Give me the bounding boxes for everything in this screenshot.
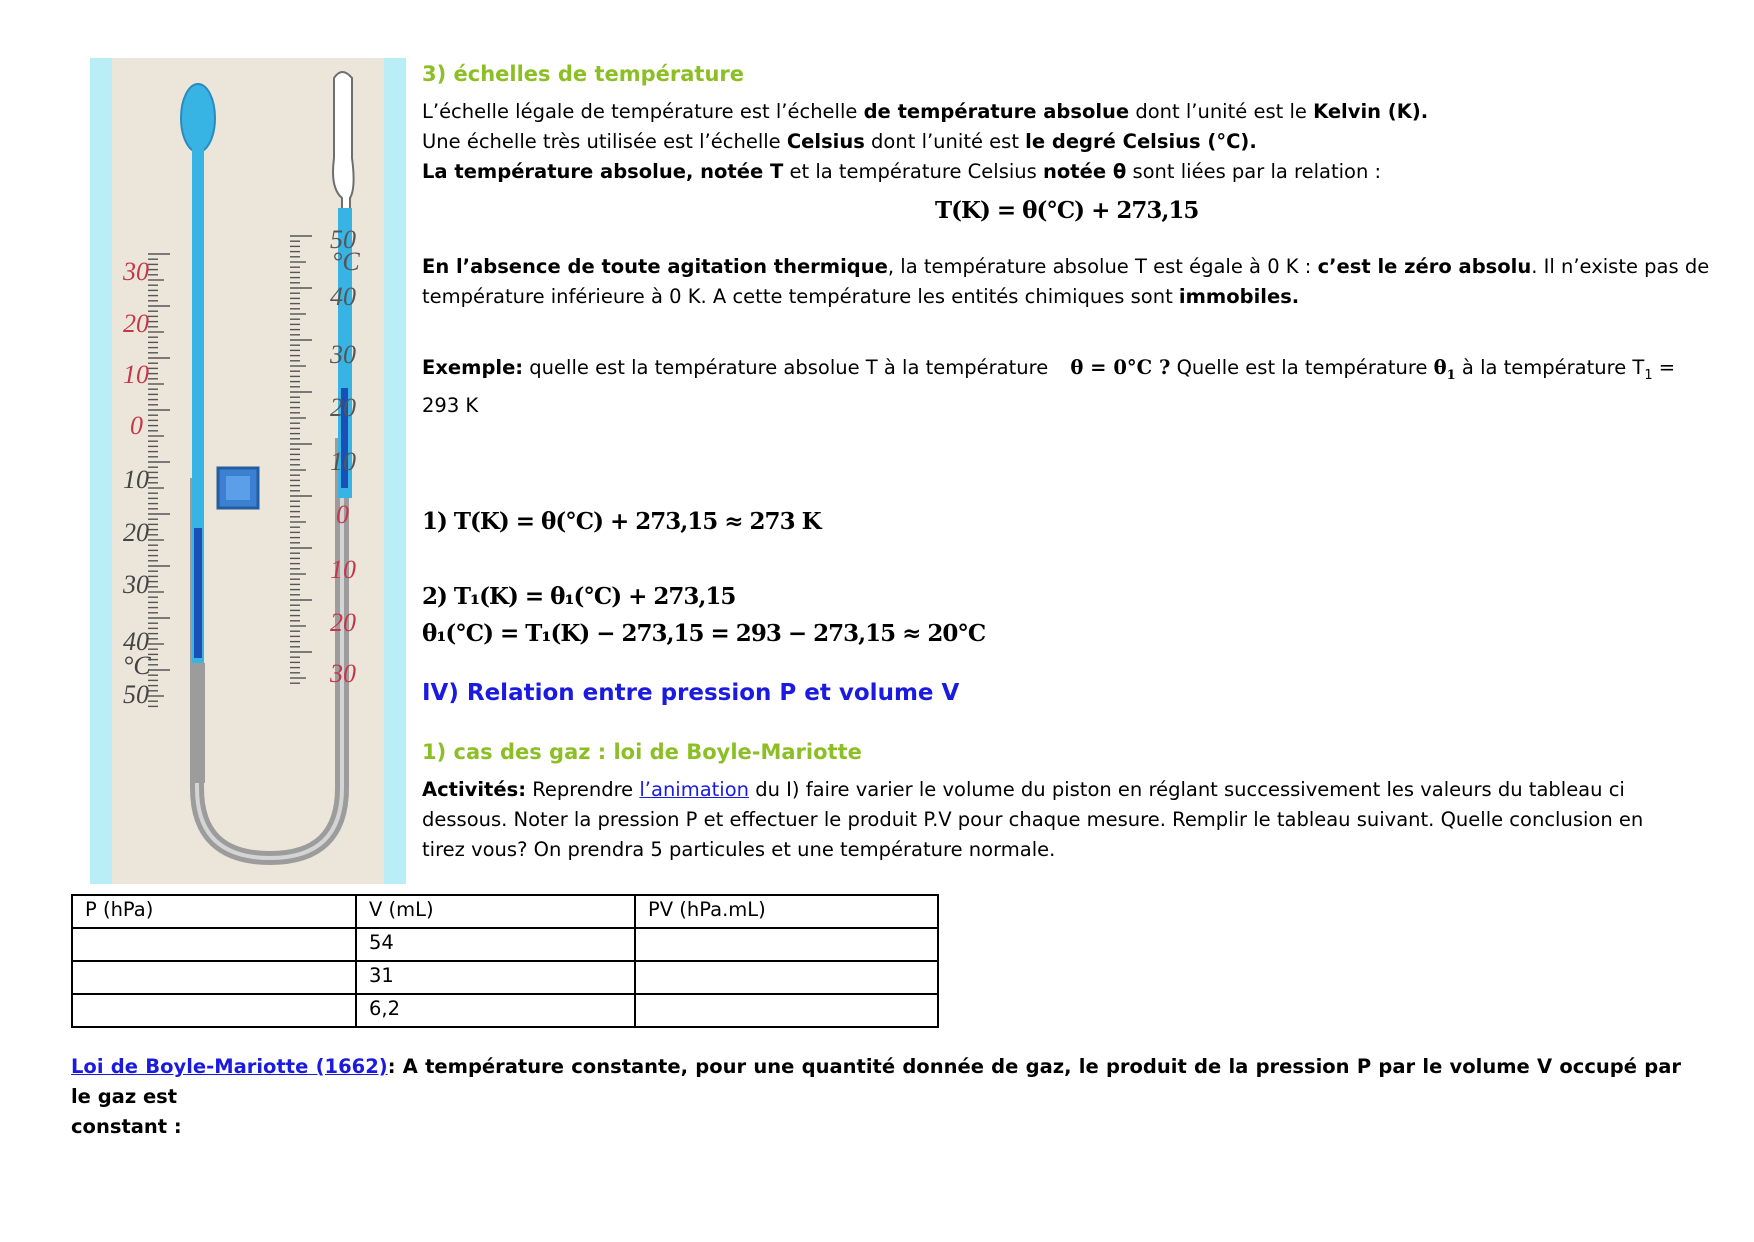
right-scale-label: 0 bbox=[336, 500, 349, 529]
section4-heading: IV) Relation entre pression P et volume V bbox=[422, 680, 960, 706]
pv-table bbox=[71, 894, 939, 1028]
right-scale-label: °C bbox=[332, 247, 360, 276]
right-scale-label: 30 bbox=[330, 340, 356, 369]
example-paragraph: Exemple: quelle est la température absolue T à la température θ = 0°C ? Quelle est la température $\theta_1$ à la température $T_1$ = 293 K bbox=[422, 356, 1676, 417]
table-row bbox=[72, 928, 938, 961]
left-scale-label: 40 bbox=[123, 627, 149, 656]
right-scale-label: 10 bbox=[330, 447, 356, 476]
left-scale-label: 30 bbox=[123, 570, 149, 599]
section3-intro bbox=[422, 97, 1712, 187]
left-bulb bbox=[181, 84, 215, 152]
right-scale-label: 10 bbox=[330, 555, 356, 584]
table-row bbox=[72, 961, 938, 994]
theta-zero-formula: θ = 0°C ? bbox=[1070, 356, 1171, 379]
activities-paragraph: Activités: Reprendre l’animation du I) faire varier le volume du piston en réglant successivement les valeurs du tableau ci dessous. Noter la pression P et effectuer le produit P.V pour chaque mesure. Remplir le tableau suivant. Quelle conclusion en tirez vous? On prendra 5 particules et une température normale. bbox=[422, 778, 1644, 861]
table-header-cell: PV (hPa.mL) bbox=[635, 895, 938, 928]
table-cell-p[interactable] bbox=[72, 994, 356, 1027]
left-scale-label: 0 bbox=[130, 411, 143, 440]
table-header-cell: V (mL) bbox=[356, 895, 635, 928]
table-cell-pv[interactable] bbox=[635, 961, 938, 994]
table-row bbox=[72, 994, 938, 1027]
left-scale-label: 10 bbox=[123, 360, 149, 389]
table-cell-p[interactable] bbox=[72, 961, 356, 994]
left-scale-label: 30 bbox=[123, 257, 149, 286]
left-scale-label: 20 bbox=[123, 309, 149, 338]
right-scale-label: 30 bbox=[330, 659, 356, 688]
left-scale-label: 20 bbox=[123, 518, 149, 547]
table-cell-v: 31 bbox=[356, 961, 635, 994]
relation-formula: T(K) = θ(°C) + 273,15 bbox=[935, 197, 1199, 224]
intro-line-2: Une échelle très utilisée est l’échelle Celsius dont l’unité est le degré Celsius (°C). bbox=[422, 130, 1257, 153]
right-scale-label: 20 bbox=[330, 393, 356, 422]
boyle-mariotte-link[interactable]: Loi de Boyle-Mariotte (1662) bbox=[71, 1055, 388, 1078]
left-scale-label: °C bbox=[123, 651, 151, 680]
left-scale-label: 50 bbox=[123, 680, 149, 709]
animation-link[interactable]: l’animation bbox=[639, 778, 750, 801]
answer-3-formula: θ₁(°C) = T₁(K) − 273,15 = 293 − 273,15 ≈ 20°C bbox=[422, 620, 986, 647]
table-header-cell: P (hPa) bbox=[72, 895, 356, 928]
right-scale-label: 40 bbox=[330, 282, 356, 311]
intro-line-3: La température absolue, notée T et la température Celsius notée θ sont liées par la relation : bbox=[422, 160, 1382, 183]
section4-subheading: 1) cas des gaz : loi de Boyle-Mariotte bbox=[422, 740, 862, 764]
zero-absolute-paragraph: En l’absence de toute agitation thermique, la température absolue T est égale à 0 K : c’est le zéro absolu. Il n’existe pas de température inférieure à 0 K. A cette température les entités chimiques sont immobiles. bbox=[422, 255, 1710, 308]
table-cell-v: 54 bbox=[356, 928, 635, 961]
table-cell-pv[interactable] bbox=[635, 994, 938, 1027]
intro-line-1: L’échelle légale de température est l’échelle de température absolue dont l’unité est le Kelvin (K). bbox=[422, 100, 1429, 123]
answer-1-formula: 1) T(K) = θ(°C) + 273,15 ≈ 273 K bbox=[422, 508, 821, 535]
table-header-row bbox=[72, 895, 938, 928]
right-scale-label: 50 bbox=[330, 225, 356, 254]
right-scale-label: 20 bbox=[330, 608, 356, 637]
thermometer-figure bbox=[90, 58, 406, 884]
boyle-law-paragraph: Loi de Boyle-Mariotte (1662): A température constante, pour une quantité donnée de gaz, le produit de la pression P par le volume V occupé par le gaz est constant : bbox=[71, 1055, 1681, 1138]
table-cell-v: 6,2 bbox=[356, 994, 635, 1027]
section3-heading: 3) échelles de température bbox=[422, 62, 744, 86]
table-cell-pv[interactable] bbox=[635, 928, 938, 961]
left-scale-label: 10 bbox=[123, 465, 149, 494]
answer-2-formula: 2) T₁(K) = θ₁(°C) + 273,15 bbox=[422, 583, 736, 610]
table-cell-p[interactable] bbox=[72, 928, 356, 961]
